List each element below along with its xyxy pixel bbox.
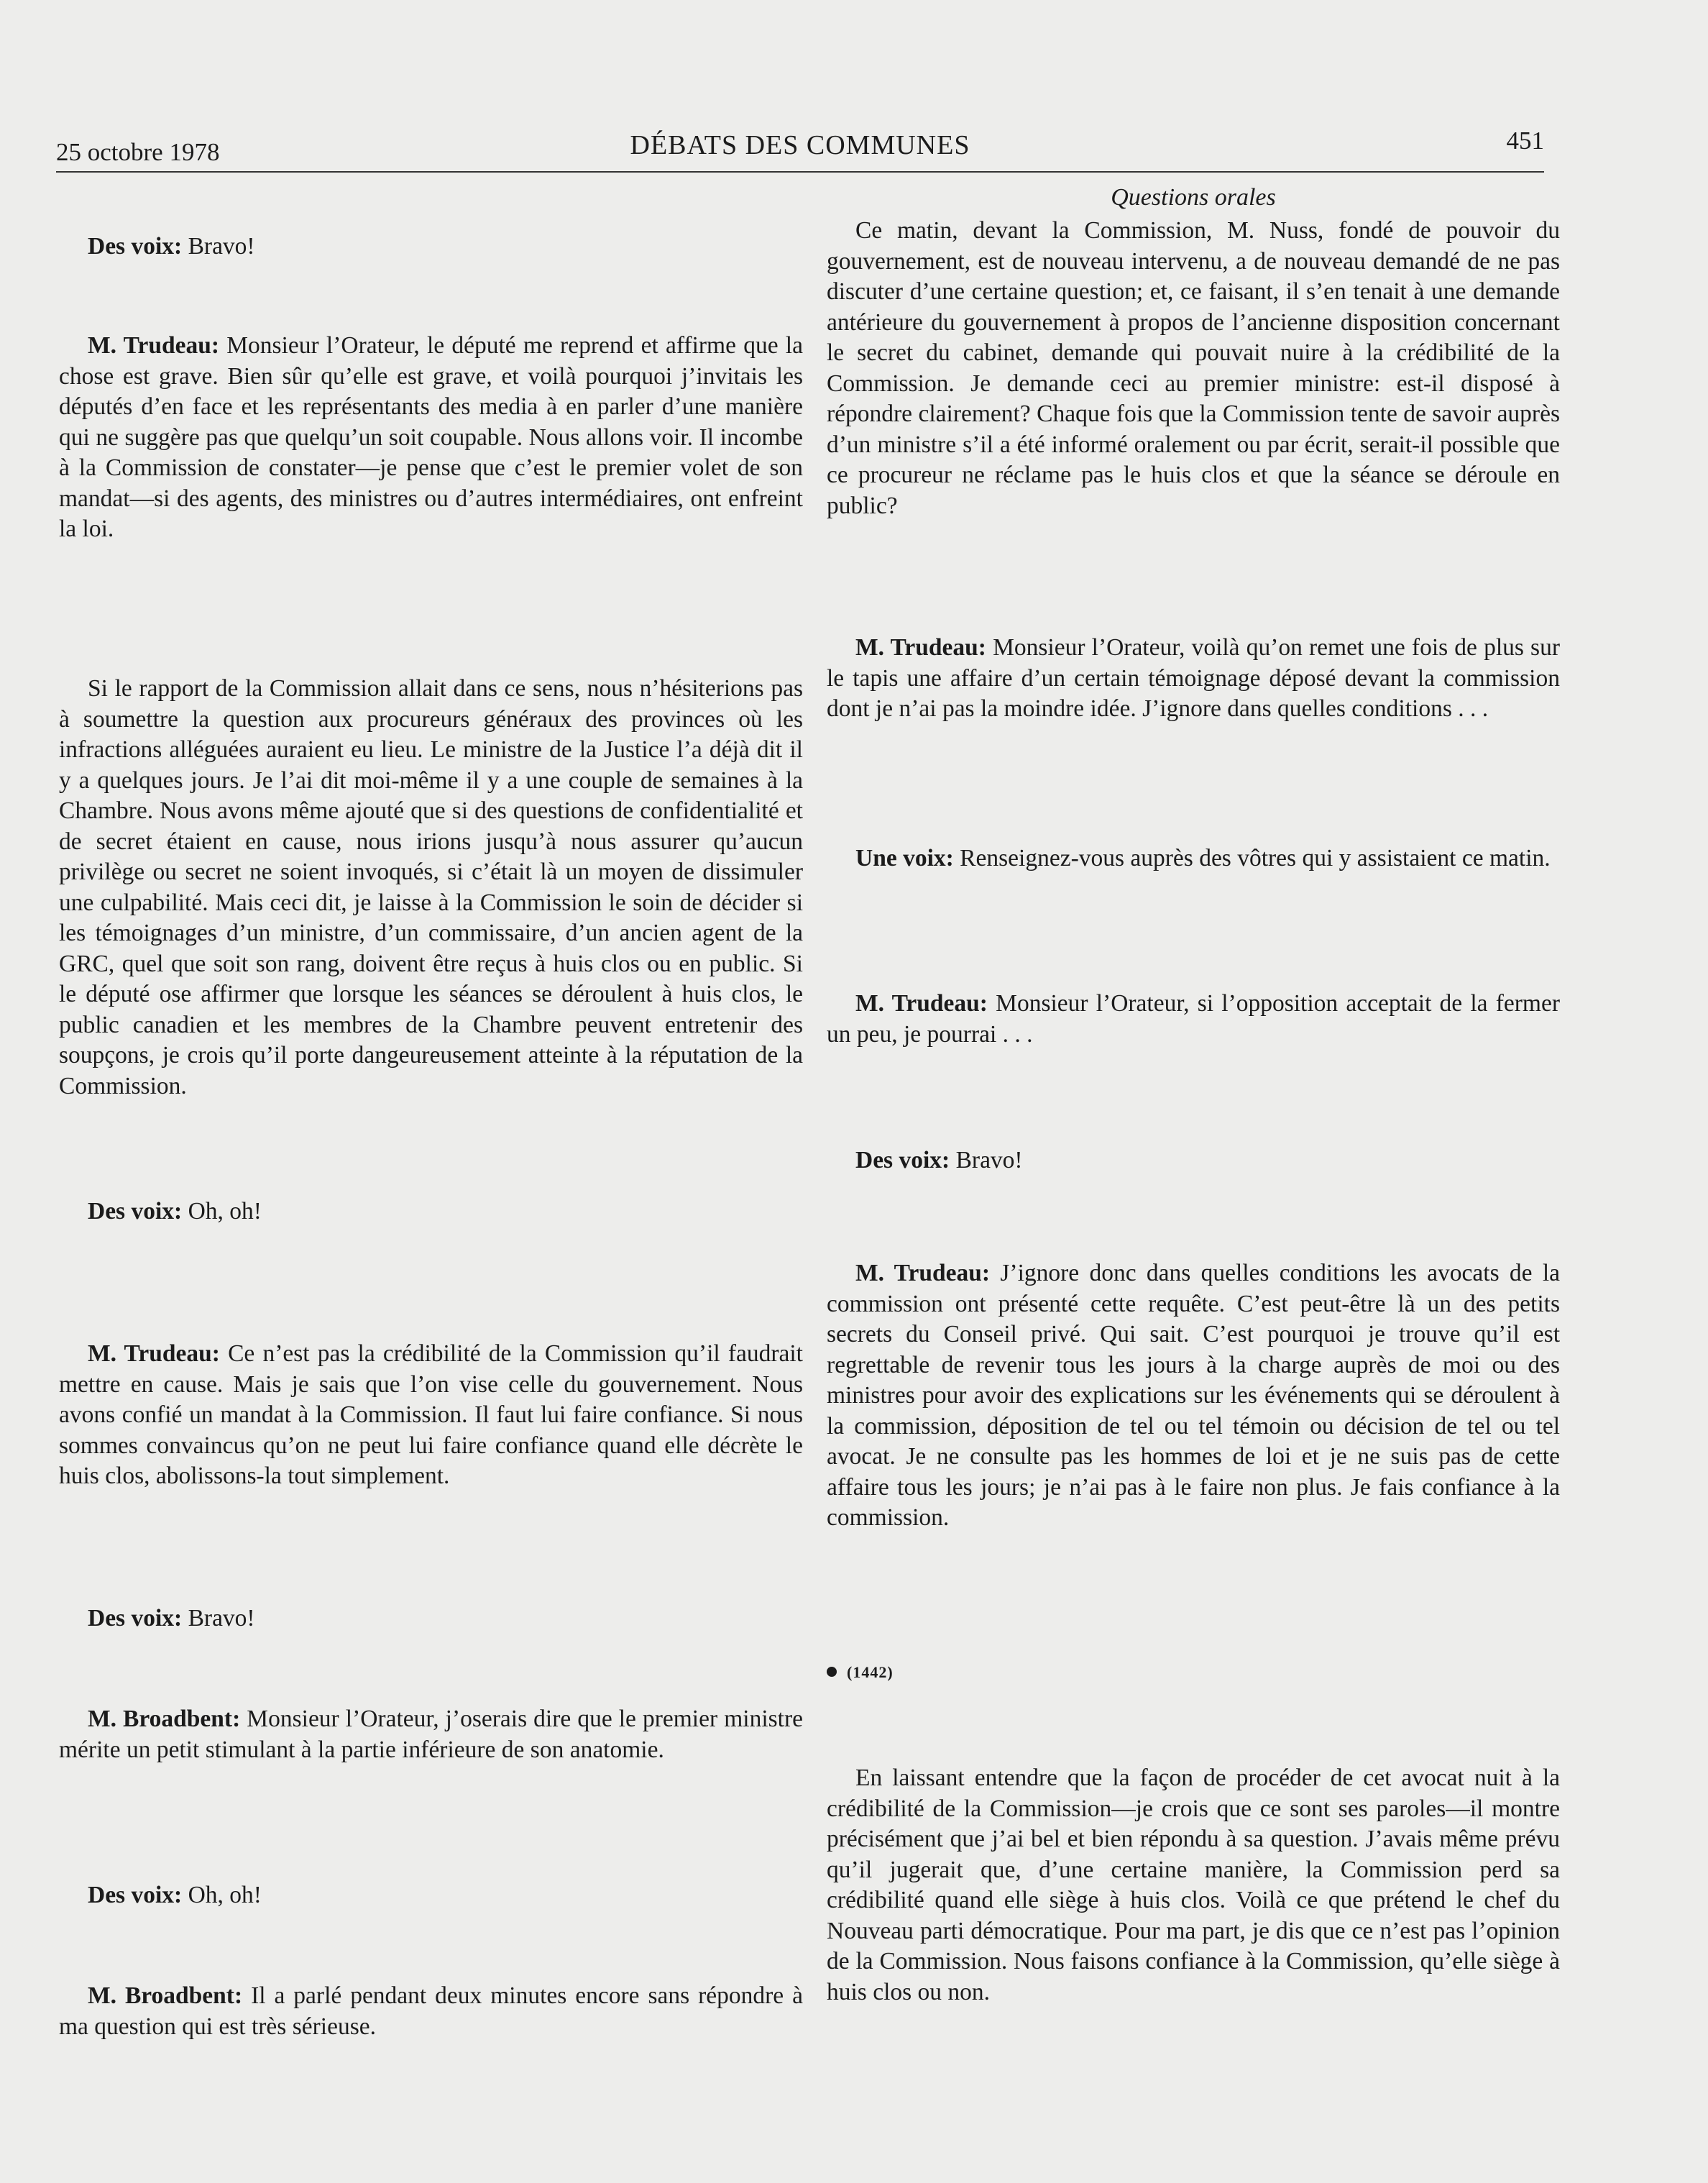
- speech-text: En laissant entendre que la façon de procéder de cet avocat nuit à la crédibilité de la Commission—je crois que ce sont ses paroles—il montre précisément que j’ai bel et bien répondu à sa question. J’avais même prévu qu’il jugerait que, d’une certaine manière, la Commission perd sa crédibilité quand elle siège à huis clos. Voilà ce que prétend le chef du Nouveau parti démocratique. Pour ma part, je dis que ce n’est pas l’opinion de la Commission. Nous faisons confiance à la Commission, qu’elle siège à huis clos ou non.: [827, 1765, 1560, 2005]
- paragraph: [59, 1981, 803, 2042]
- speech-text: Bravo!: [182, 233, 255, 260]
- speech-text: Oh, oh!: [182, 1198, 262, 1225]
- speech-text: Ce n’est pas la crédibilité de la Commission qu’il faudrait mettre en cause. Mais je sais que l’on vise celle du gouvernement. Nous avons confié un mandat à la Commission. Il faut lui faire confiance. Si nous sommes convaincus qu’on ne peut lui faire confiance quand elle décrète le huis clos, abolissons-la tout simplement.: [59, 1340, 803, 1489]
- speaker-name: Des voix:: [88, 1198, 183, 1225]
- speech-text: Ce matin, devant la Commission, M. Nuss, fondé de pouvoir du gouvernement, est de nouveau intervenu, a de nouveau demandé de ne pas discuter d’une certaine question; et, ce faisant, il s’en tenait à une demande antérieure du gouvernement à propos de l’ancienne disposition concernant le secret du cabinet, demande qui pouvait nuire à la crédibilité de la Commission. Je demande ceci au premier ministre: est-il disposé à répondre clairement? Chaque fois que la Commission tente de savoir auprès d’un ministre s’il a été informé oralement ou par écrit, serait-il possible que ce procureur ne réclame pas le huis clos et que la séance se déroule en public?: [827, 217, 1560, 519]
- paragraph: [59, 674, 803, 1102]
- speech-text: Bravo!: [182, 1605, 255, 1631]
- section-title: Questions orales: [1111, 184, 1276, 211]
- page-header: [56, 122, 1544, 173]
- speech-text: Si le rapport de la Commission allait dans ce sens, nous n’hésiterions pas à soumettre la question aux procureurs généraux des provinces où les infractions alléguées auraient eu lieu. Le ministre de la Justice l’a déjà dit il y a quelques jours. Je l’ai dit moi-même il y a une couple de semaines à la Chambre. Nous avons même ajouté que si des questions de confidentialité et de secret étaient en cause, nous irions jusqu’à nous assurer qu’aucun privilège ou secret ne soient invoqués, si c’était là un moyen de dissimuler une culpabilité. Mais ceci dit, je laisse à la Commission le soin de décider si les témoignages d’un ministre, d’un commissaire, d’un ancien agent de la GRC, quel que soit son rang, doivent être reçus à huis clos ou en public. Si le député ose affirmer que lorsque les séances se déroulent à huis clos, le public canadien et les membres de la Chambre peuvent entretenir des soupçons, je crois qu’il porte dangeureusement atteinte à la réputation de la Commission.: [59, 675, 803, 1099]
- paragraph: [827, 989, 1560, 1050]
- paragraph: [827, 1258, 1560, 1534]
- speaker-name: M. Trudeau:: [855, 634, 986, 661]
- speaker-name: Des voix:: [88, 1605, 183, 1631]
- speaker-name: Des voix:: [855, 1147, 950, 1173]
- paragraph: [827, 216, 1560, 521]
- time-marker: [827, 1655, 1560, 1688]
- paragraph: [827, 1763, 1560, 2008]
- time-marker-text: (1442): [847, 1663, 894, 1681]
- header-rule: [56, 171, 1544, 173]
- header-title: DÉBATS DES COMMUNES: [630, 130, 970, 160]
- speaker-name: Des voix:: [88, 233, 183, 260]
- speech-text: Renseignez-vous auprès des vôtres qui y assistaient ce matin.: [953, 845, 1551, 871]
- speech-text: Monsieur l’Orateur, j’oserais dire que le premier ministre mérite un petit stimulant à la partie inférieure de son anatomie.: [59, 1706, 803, 1763]
- speech-text: Oh, oh!: [182, 1882, 262, 1908]
- speaker-name: M. Broadbent:: [88, 1982, 243, 2009]
- paragraph: [59, 1603, 803, 1634]
- paragraph: [59, 232, 803, 262]
- speech-text: Monsieur l’Orateur, voilà qu’on remet une fois de plus sur le tapis une affaire d’un certain témoignage déposé devant la commission dont je n’ai pas la moindre idée. J’ignore dans quelles conditions . . .: [827, 634, 1560, 722]
- speaker-name: M. Trudeau:: [88, 332, 220, 359]
- paragraph: [59, 1704, 803, 1765]
- speech-text: Il a parlé pendant deux minutes encore sans répondre à ma question qui est très sérieuse.: [59, 1982, 803, 2040]
- speaker-name: M. Trudeau:: [855, 990, 988, 1017]
- paragraph: [59, 1880, 803, 1911]
- paragraph: [59, 331, 803, 545]
- speech-text: Monsieur l’Orateur, le député me reprend et affirme que la chose est grave. Bien sûr qu’elle est grave, et voilà pourquoi j’invitais les députés d’en face et les représentants des media à en parler d’une manière qui ne suggère pas que quelqu’un soit coupable. Nous allons voir. Il incombe à la Commission de constater—je pense que c’est le premier volet de son mandat—si des agents, des ministres ou d’autres intermédiaires, ont enfreint la loi.: [59, 332, 803, 542]
- speech-text: Bravo!: [950, 1147, 1023, 1173]
- speaker-name: M. Trudeau:: [855, 1260, 991, 1286]
- paragraph: [59, 1196, 803, 1227]
- speech-text: Monsieur l’Orateur, si l’opposition acceptait de la fermer un peu, je pourrai . . .: [827, 990, 1560, 1048]
- speaker-name: M. Trudeau:: [88, 1340, 220, 1367]
- header-date: 25 octobre 1978: [56, 138, 220, 166]
- paragraph: [827, 633, 1560, 725]
- bullet-icon: [827, 1667, 837, 1677]
- speaker-name: Des voix:: [88, 1882, 183, 1908]
- paragraph: [59, 1339, 803, 1492]
- page-number: 451: [1506, 127, 1544, 155]
- speaker-name: Une voix:: [855, 845, 954, 871]
- paragraph: [827, 843, 1560, 874]
- speaker-name: M. Broadbent:: [88, 1706, 241, 1732]
- speech-text: J’ignore donc dans quelles conditions les avocats de la commission ont présenté cette requête. C’est peut-être là un des petits secrets du Conseil privé. Qui sait. C’est pourquoi je trouve qu’il est regrettable de revenir tous les jours à la charge auprès de moi ou des ministres pour avoir des explications sur les événements qui se déroulent à la commission, déposition de tel ou tel témoin ou décision de tel ou tel avocat. Je ne consulte pas les hommes de loi et je ne suis pas de cette affaire tous les jours; je n’ai pas à le faire non plus. Je fais confiance à la commission.: [827, 1260, 1560, 1531]
- paragraph: [827, 1145, 1560, 1176]
